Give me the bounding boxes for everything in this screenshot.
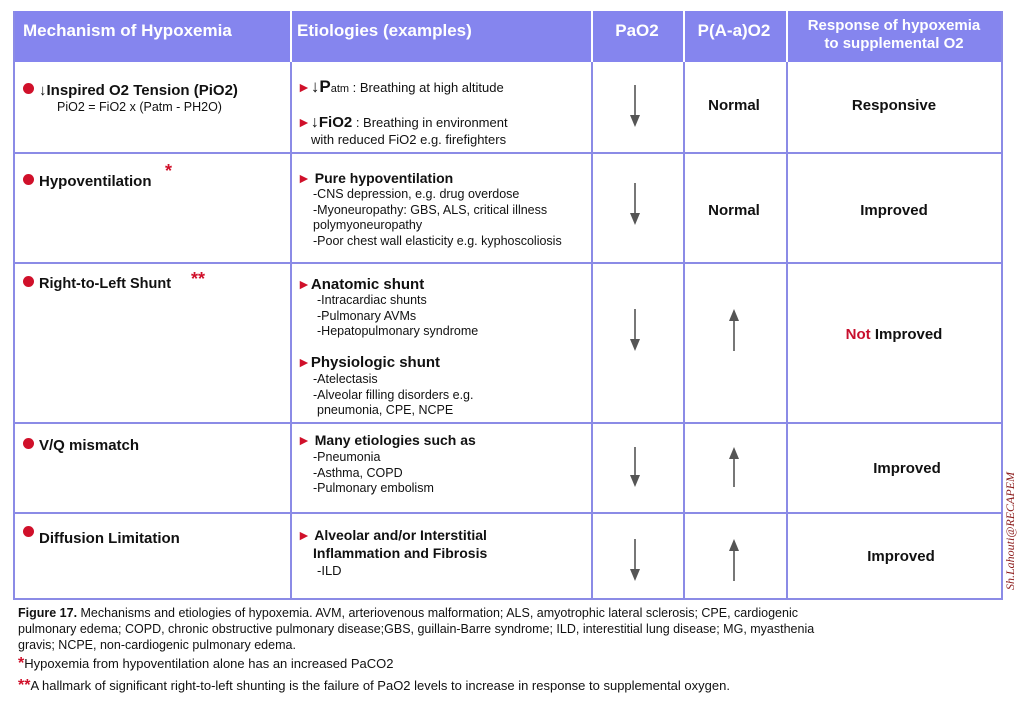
mechanism-hypoventilation xyxy=(23,173,152,190)
hypoxemia-table xyxy=(13,11,1003,600)
footnote-text: Hypoxemia from hypoventilation alone has an increased PaCO2 xyxy=(24,656,394,671)
row-divider xyxy=(15,152,1001,154)
triangle-bullet-icon: ► xyxy=(297,527,311,543)
list-item: -Hepatopulmonary syndrome xyxy=(317,324,479,338)
etiology-list xyxy=(317,293,478,340)
etiology-text: with reduced FiO2 e.g. firefighters xyxy=(311,132,507,147)
double-asterisk-mark: ** xyxy=(191,269,206,289)
fio2-symbol: FiO2 xyxy=(318,114,353,131)
header-response xyxy=(787,17,1001,53)
aa-value: Normal xyxy=(708,202,760,219)
column-divider xyxy=(683,62,685,598)
list-item: -Pulmonary AVMs xyxy=(317,308,417,323)
etiology-title xyxy=(297,354,440,371)
list-item: -Alveolar filling disorders e.g. xyxy=(313,387,474,402)
arrow-down-icon xyxy=(630,85,640,127)
mechanism-diffusion xyxy=(23,526,180,547)
caption-text: pulmonary edema; COPD, chronic obstructive pulmonary disease;GBS, guillain-Barre syndrome; ILD, interestitial lung disease; MG, myasthenia xyxy=(18,622,815,636)
triangle-bullet-icon: ► xyxy=(297,432,311,448)
list-item: -Pulmonary embolism xyxy=(313,481,434,495)
triangle-bullet-icon: ► xyxy=(297,354,311,370)
list-item: -Myoneuropathy: GBS, ALS, critical illness xyxy=(313,202,548,217)
triangle-bullet-icon: ► xyxy=(297,276,311,292)
arrow-down-icon xyxy=(630,309,640,351)
header-response-line2: to supplemental O2 xyxy=(824,35,964,52)
list-item: pneumonia, CPE, NCPE xyxy=(317,403,454,417)
header-response-line1: Response of hypoxemia xyxy=(807,17,981,34)
footnote-2 xyxy=(18,678,730,694)
etiology-title xyxy=(297,526,487,562)
arrow-up-icon xyxy=(729,539,739,581)
bullet-dot xyxy=(23,83,34,94)
list-item: -Asthma, COPD xyxy=(313,465,403,480)
header-divider xyxy=(683,11,685,62)
caption-text: Mechanisms and etiologies of hypoxemia. AVM, arteriovenous malformation; ALS, amyotrophic lateral sclerosis; CPE, cardiogenic xyxy=(77,606,798,620)
patm-symbol: P xyxy=(319,77,331,96)
asterisk-mark: * xyxy=(18,655,25,672)
bullet-dot xyxy=(23,438,34,449)
triangle-bullet-icon: ► xyxy=(297,114,311,130)
response-value: Responsive xyxy=(851,97,937,114)
etiology-list xyxy=(313,450,434,497)
header-divider xyxy=(290,11,292,62)
list-item: -Pneumonia xyxy=(313,450,381,464)
double-asterisk-mark: ** xyxy=(18,677,31,694)
mechanism-vq xyxy=(23,437,139,454)
footnote-1 xyxy=(18,656,394,672)
etiology-text: : Breathing in environment xyxy=(352,115,508,130)
header-mechanism: Mechanism of Hypoxemia xyxy=(23,21,232,40)
caption-text: gravis; NCPE, non-cardiogenic pulmonary edema. xyxy=(18,638,296,652)
down-arrow-icon: ↓ xyxy=(310,77,320,96)
table-header xyxy=(15,11,1001,62)
mechanism-shunt xyxy=(23,276,171,292)
asterisk-mark: * xyxy=(165,161,173,181)
mechanism-label: Diffusion Limitation xyxy=(39,530,180,547)
etiology-list xyxy=(313,187,562,249)
row-divider xyxy=(15,262,1001,264)
etiology-list xyxy=(313,372,474,419)
mechanism-label: Inspired O2 Tension (PiO2) xyxy=(46,82,238,99)
down-arrow-icon: ↓ xyxy=(39,82,47,99)
header-divider xyxy=(786,11,788,62)
header-divider xyxy=(591,11,593,62)
etiology-title-text: Anatomic shunt xyxy=(310,276,425,293)
etiology-patm xyxy=(297,77,504,97)
pio2-formula: PiO2 = FiO2 x (Patm - PH2O) xyxy=(57,100,222,114)
triangle-bullet-icon: ► xyxy=(297,79,311,95)
row-divider xyxy=(15,512,1001,514)
header-aa-gradient: P(A-a)O2 xyxy=(697,21,771,40)
list-item: -Poor chest wall elasticity e.g. kyphoscoliosis xyxy=(313,233,562,248)
down-arrow-icon: ↓ xyxy=(310,114,319,131)
improved-label: Improved xyxy=(870,326,943,343)
aa-value: Normal xyxy=(708,97,760,114)
row-divider xyxy=(15,422,1001,424)
watermark-text: Sh.Lahouti@RECAPEM xyxy=(1003,471,1017,590)
patm-subscript: atm xyxy=(330,83,350,95)
list-item: -CNS depression, e.g. drug overdose xyxy=(313,187,520,201)
mechanism-label: Right-to-Left Shunt xyxy=(39,276,172,292)
response-value xyxy=(787,326,1001,343)
etiology-text: : Breathing at high altitude xyxy=(349,80,504,95)
figure-caption xyxy=(18,605,908,653)
etiology-title xyxy=(297,432,476,448)
arrow-down-icon xyxy=(630,447,640,487)
arrow-down-icon xyxy=(630,539,640,581)
etiology-title-text: Pure hypoventilation xyxy=(314,170,454,186)
footnote-text: A hallmark of significant right-to-left shunting is the failure of PaO2 levels to increase in response to supplemental oxygen. xyxy=(30,678,730,693)
list-item: polymyoneuropathy xyxy=(313,218,423,232)
not-label: Not xyxy=(845,326,871,343)
arrow-up-icon xyxy=(729,447,739,487)
etiology-title xyxy=(297,170,453,186)
header-pao2: PaO2 xyxy=(615,21,659,40)
list-item: -ILD xyxy=(317,563,342,578)
watermark xyxy=(1000,430,1020,590)
list-item: -Atelectasis xyxy=(313,372,378,386)
etiology-fio2 xyxy=(297,114,508,132)
mechanism-label: V/Q mismatch xyxy=(39,437,140,454)
etiology-title-text: Inflammation and Fibrosis xyxy=(313,545,488,561)
bullet-dot xyxy=(23,174,34,185)
column-divider xyxy=(591,62,593,598)
etiology-title xyxy=(297,276,424,293)
response-value: Improved xyxy=(867,548,935,565)
caption-label: Figure 17. xyxy=(18,606,78,620)
arrow-up-icon xyxy=(729,309,739,351)
response-value: Improved xyxy=(860,202,928,219)
etiology-title-text: Many etiologies such as xyxy=(314,432,476,448)
mechanism-pio2 xyxy=(23,82,238,99)
mechanism-label: Hypoventilation xyxy=(39,173,152,190)
etiology-title-text: Alveolar and/or Interstitial xyxy=(314,527,487,543)
bullet-dot xyxy=(23,276,34,287)
triangle-bullet-icon: ► xyxy=(297,170,311,186)
response-value: Improved xyxy=(873,460,941,477)
list-item: -Intracardiac shunts xyxy=(317,293,427,307)
arrow-down-icon xyxy=(630,183,640,225)
etiology-title-text: Physiologic shunt xyxy=(310,354,441,371)
bullet-dot xyxy=(23,526,34,537)
column-divider xyxy=(290,62,292,598)
header-etiologies: Etiologies (examples) xyxy=(297,21,472,40)
